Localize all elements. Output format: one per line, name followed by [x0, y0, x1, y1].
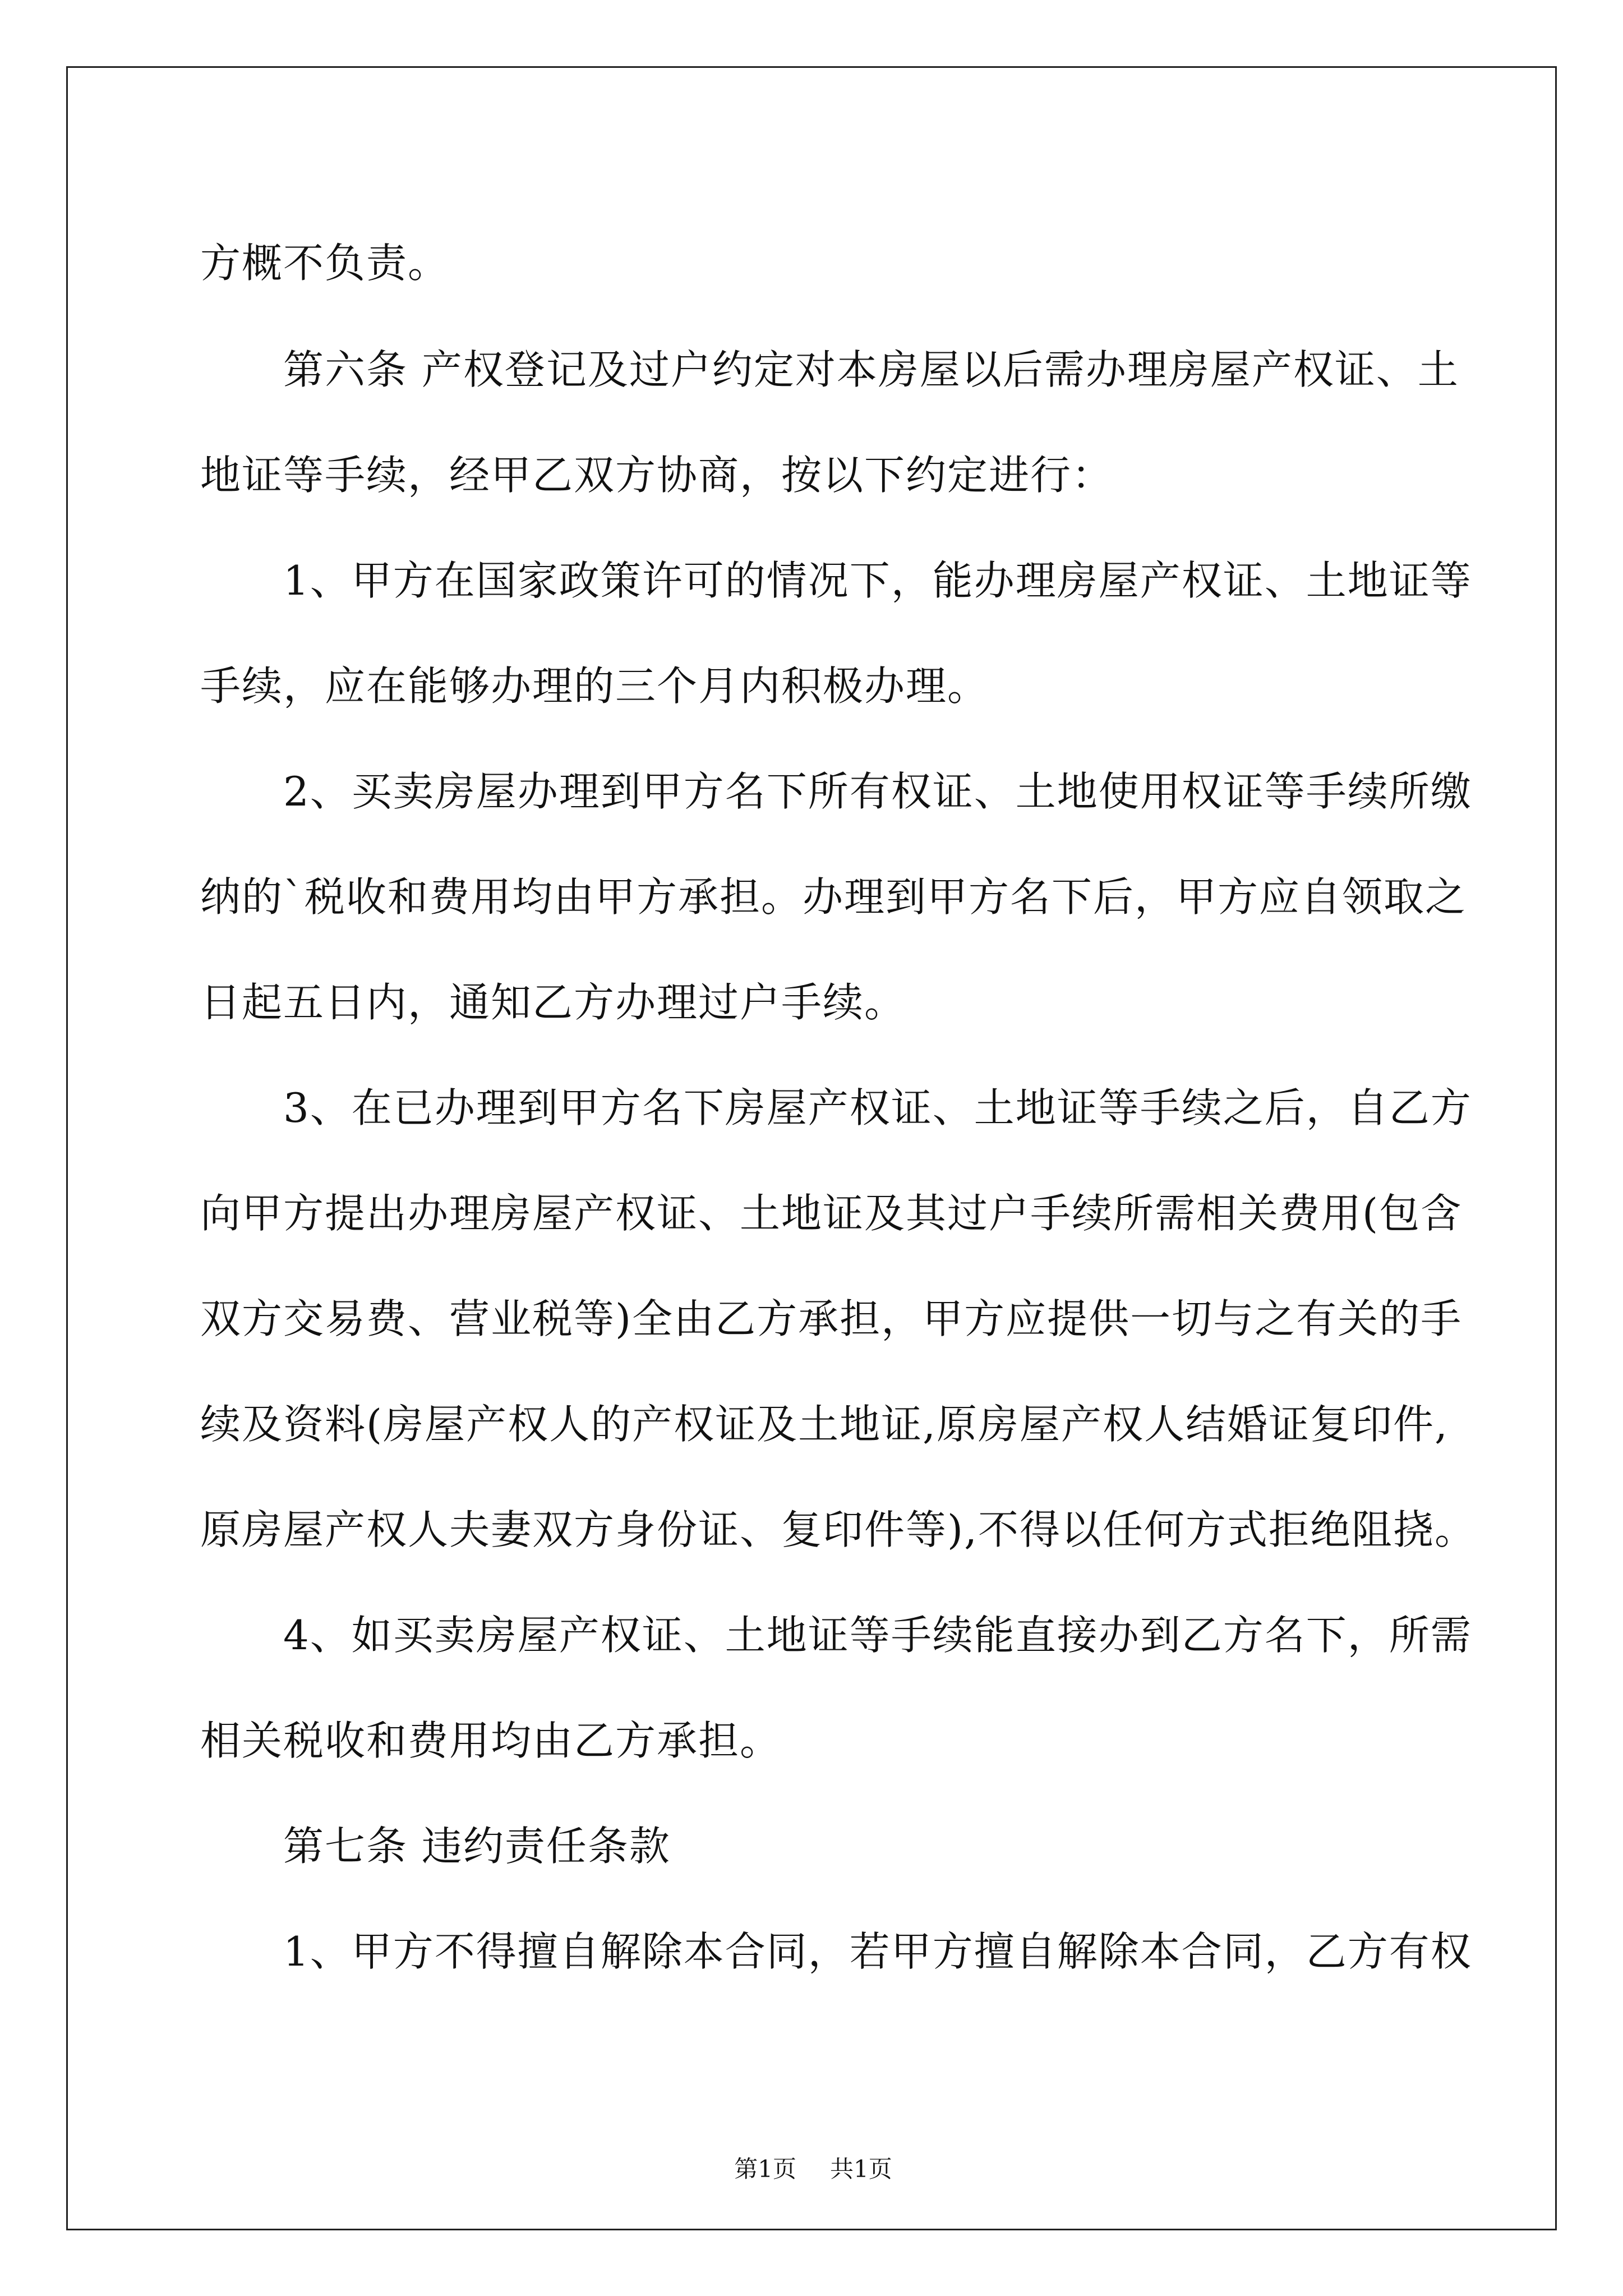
text-line: 相关税收和费用均由乙方承担。 [200, 1717, 782, 1764]
text-line: 原房屋产权人夫妻双方身份证、复印件等),不得以任何方式拒绝阻挠。 [200, 1506, 1476, 1553]
text-line: 1、甲方不得擅自解除本合同，若甲方擅自解除本合同，乙方有权 [200, 1928, 1472, 1975]
page-footer [68, 2154, 1559, 2185]
page-number: 第1页 [734, 2155, 796, 2183]
text-line: 续及资料(房屋产权人的产权证及土地证,原房屋产权人结婚证复印件, [200, 1401, 1449, 1448]
text-line: 第六条 产权登记及过户约定对本房屋以后需办理房屋产权证、土 [200, 346, 1459, 393]
text-line: 4、如买卖房屋产权证、土地证等手续能直接办到乙方名下，所需 [200, 1612, 1472, 1659]
text-line: 手续，应在能够办理的三个月内积极办理。 [200, 662, 989, 710]
text-line: 1、甲方在国家政策许可的情况下，能办理房屋产权证、土地证等 [200, 557, 1472, 604]
text-line: 3、在已办理到甲方名下房屋产权证、土地证等手续之后，自乙方 [200, 1084, 1472, 1131]
text-line: 日起五日内，通知乙方办理过户手续。 [200, 979, 906, 1026]
text-line: 地证等手续，经甲乙双方协商，按以下约定进行： [200, 452, 1114, 499]
page-total: 共1页 [830, 2155, 892, 2183]
page-border [66, 66, 1557, 2230]
text-line: 第七条 违约责任条款 [200, 1823, 671, 1870]
text-line: 纳的`税收和费用均由甲方承担。办理到甲方名下后，甲方应自领取之 [200, 873, 1467, 921]
text-line: 向甲方提出办理房屋产权证、土地证及其过户手续所需相关费用(包含 [200, 1190, 1463, 1237]
text-line: 双方交易费、营业税等)全由乙方承担，甲方应提供一切与之有关的手 [200, 1295, 1463, 1342]
text-line: 2、买卖房屋办理到甲方名下所有权证、土地使用权证等手续所缴 [200, 768, 1472, 815]
text-line: 方概不负责。 [200, 240, 450, 287]
